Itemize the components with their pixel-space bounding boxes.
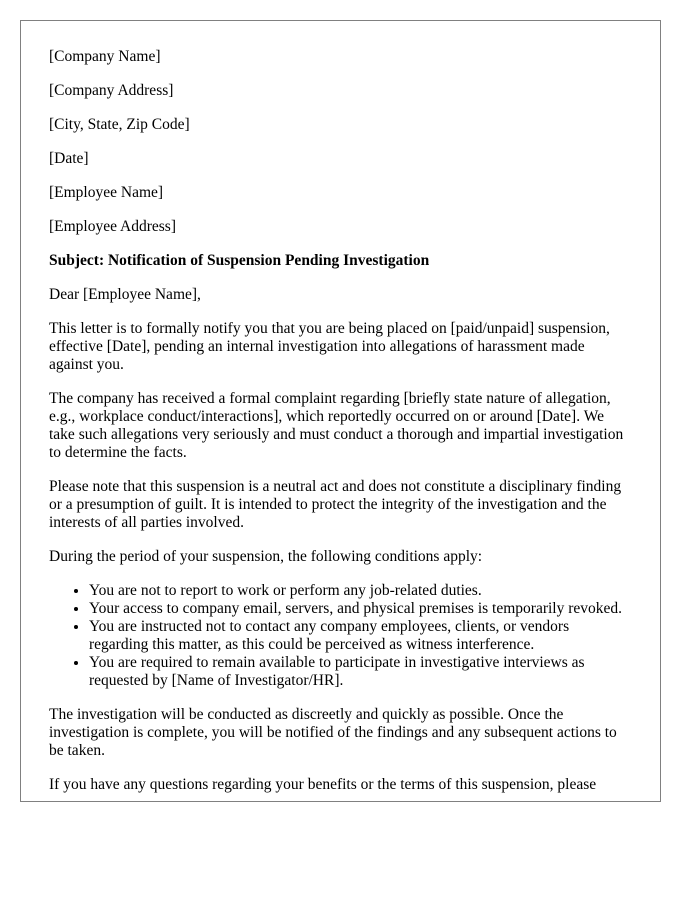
conditions-list <box>49 582 632 690</box>
letter-body <box>21 21 660 794</box>
letter-page <box>20 20 661 802</box>
list-item: • You are not to report to work or perform any job-related duties. <box>89 582 632 600</box>
list-item: • Your access to company email, servers, and physical premises is temporarily revoked. <box>89 600 632 618</box>
city-state-zip: [City, State, Zip Code] <box>49 116 190 133</box>
paragraph-questions-cutoff: If you have any questions regarding your benefits or the terms of this suspension, please <box>49 776 597 793</box>
subject-line: Subject: Notification of Suspension Pending Investigation <box>49 252 430 269</box>
paragraph-neutral-act: Please note that this suspension is a neutral act and does not constitute a disciplinary finding or a presumption of guilt. It is intended to protect the integrity of the investigation and the interests of all parties involved. <box>49 478 622 531</box>
employee-name: [Employee Name] <box>49 184 164 201</box>
company-name: [Company Name] <box>49 48 161 65</box>
paragraph-notification: This letter is to formally notify you that you are being placed on [paid/unpaid] suspension, effective [Date], pending an internal investigation into allegations of harassment made against you. <box>49 320 610 373</box>
paragraph-complaint: The company has received a formal complaint regarding [briefly state nature of allegation, e.g., workplace conduct/interactions], which reportedly occurred on or around [Date]. We take such allegations very seriously and must conduct a thorough and impartial investigation to determine the facts. <box>49 390 624 461</box>
list-item: • You are required to remain available to participate in investigative interviews as requested by [Name of Investigator/HR]. <box>89 654 632 690</box>
salutation: Dear [Employee Name], <box>49 286 201 303</box>
list-item: • You are instructed not to contact any company employees, clients, or vendors regarding this matter, as this could be perceived as witness interference. <box>89 618 632 654</box>
company-address: [Company Address] <box>49 82 174 99</box>
paragraph-investigation: The investigation will be conducted as discreetly and quickly as possible. Once the investigation is complete, you will be notified of the findings and any subsequent actions to be taken. <box>49 706 617 759</box>
paragraph-conditions-intro: During the period of your suspension, the following conditions apply: <box>49 548 483 565</box>
employee-address: [Employee Address] <box>49 218 176 235</box>
letter-date: [Date] <box>49 150 89 167</box>
